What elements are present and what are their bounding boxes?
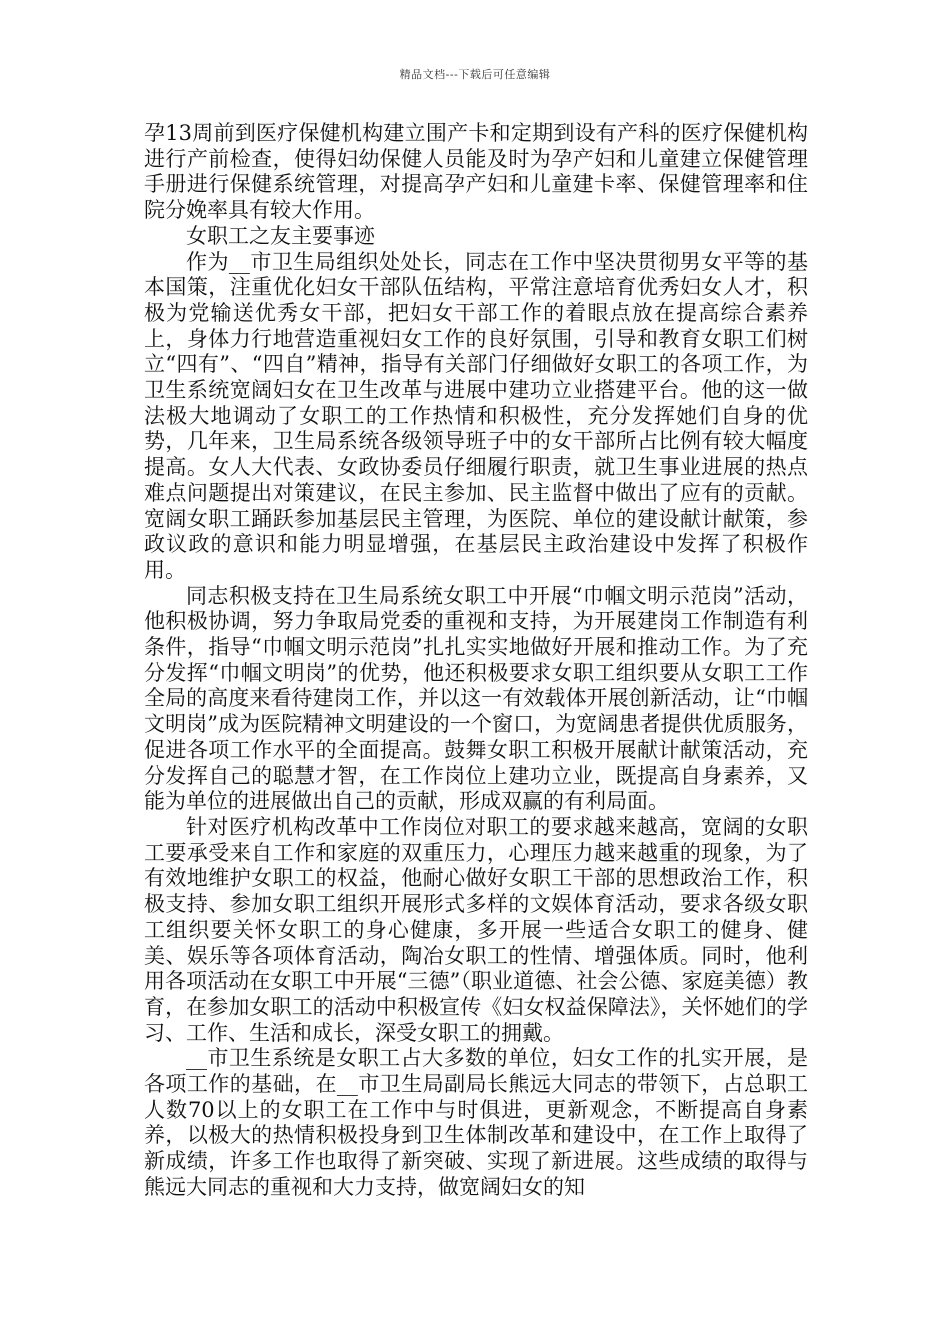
section-heading: 女职工之友主要事迹 xyxy=(186,223,375,248)
paragraph: __市卫生系统是女职工占大多数的单位，妇女工作的扎实开展，是各项工作的基础，在__市卫生局副局长熊远大同志的带领下，占总职工人数70以上的女职工在工作中与时俱进，更新观念，不断提高自身素养，以极大的热情积极投身到卫生体制改革和建设中，在工作上取得了新成绩，许多工作也取得了新突破、实现了新进展。这些成绩的取得与熊远大同志的重视和大力支持，做宽阔妇女的知 xyxy=(144,1046,808,1199)
paragraph: 作为__市卫生局组织处处长，同志在工作中坚决贯彻男女平等的基本国策，注重优化妇女干部队伍结构，平常注意培育优秀妇女人才，积极为党输送优秀女干部，把妇女干部工作的着眼点放在提高综合素养上，身体力行地营造重视妇女工作的良好氛围，引导和教育女职工们树立“四有”、“四自”精神，指导有关部门仔细做好女职工的各项工作，为卫生系统宽阔妇女在卫生改革与进展中建功立业搭建平台。他的这一做法极大地调动了女职工的工作热情和积极性，充分发挥她们自身的优势，几年来，卫生局系统各级领导班子中的女干部所占比例有较大幅度提高。女人大代表、女政协委员仔细履行职责，就卫生事业进展的热点难点问题提出对策建议，在民主参加、民主监督中做出了应有的贡献。宽阔女职工踊跃参加基层民主管理，为医院、单位的建设献计献策，参政议政的意识和能力明显增强，在基层民主政治建设中发挥了积极作用。 xyxy=(144,249,808,582)
paragraph-continuation: 孕13周前到医疗保健机构建立围产卡和定期到设有产科的医疗保健机构进行产前检查，使得妇幼保健人员能及时为孕产妇和儿童建立保健管理手册进行保健系统管理，对提高孕产妇和儿童建卡率、保健管理率和住院分娩率具有较大作用。 xyxy=(144,121,808,223)
document-body xyxy=(144,121,808,1201)
paragraph: 针对医疗机构改革中工作岗位对职工的要求越来越高，宽阔的女职工要承受来自工作和家庭的双重压力，心理压力越来越重的现象，为了有效地维护女职工的权益，他耐心做好女职工干部的思想政治工作，积极支持、参加女职工组织开展形式多样的文娱体育活动，要求各级女职工组织要关怀女职工的身心健康，多开展一些适合女职工的健身、健美、娱乐等各项体育活动，陶冶女职工的性情、增强体质。同时，他利用各项活动在女职工中开展“三德”（职业道德、社会公德、家庭美德）教育，在参加女职工的活动中积极宣传《妇女权益保障法》，关怀她们的学习、工作、生活和成长，深受女职工的拥戴。 xyxy=(144,814,808,1045)
page-header: 精品文档---下载后可任意编辑 xyxy=(399,68,551,81)
paragraph: 同志积极支持在卫生局系统女职工中开展“巾帼文明示范岗”活动，他积极协调，努力争取局党委的重视和支持，为开展建岗工作制造有利条件，指导“巾帼文明示范岗”扎扎实实地做好开展和推动工作。为了充分发挥“巾帼文明岗”的优势，他还积极要求女职工组织要从女职工工作全局的高度来看待建岗工作，并以这一有效载体开展创新活动，让“巾帼文明岗”成为医院精神文明建设的一个窗口，为宽阔患者提供优质服务，促进各项工作水平的全面提高。鼓舞女职工积极开展献计献策活动，充分发挥自己的聪慧才智，在工作岗位上建功立业，既提高自身素养，又能为单位的进展做出自己的贡献，形成双赢的有利局面。 xyxy=(144,583,808,814)
